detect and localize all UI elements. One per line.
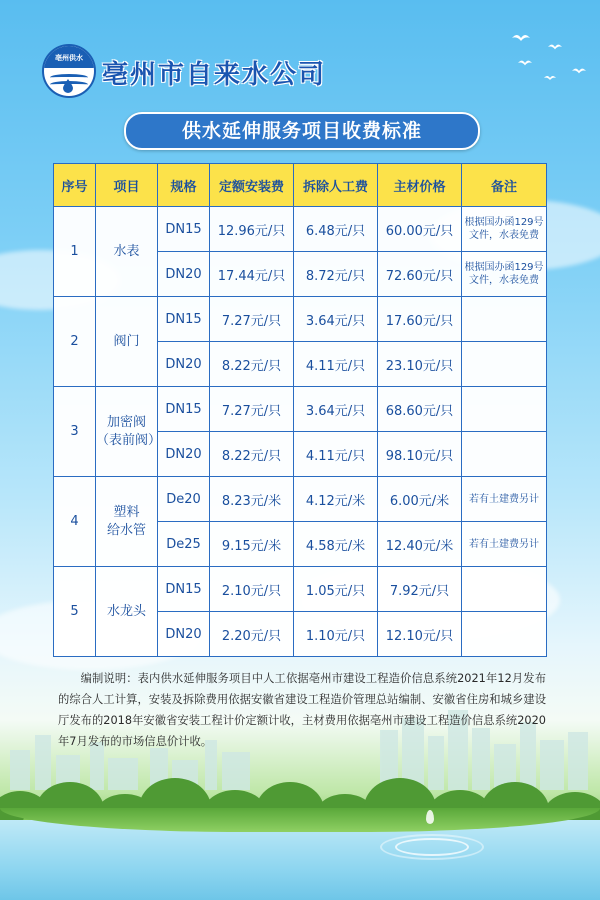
- water-surface: [0, 820, 600, 900]
- table-row: [54, 567, 547, 612]
- row-remark: [462, 342, 547, 387]
- row-install-fee: 17.44元/只: [210, 252, 294, 297]
- row-item-line1: 塑料: [113, 504, 140, 520]
- table-row: [54, 477, 547, 522]
- header-spec: 规格: [158, 164, 210, 207]
- fee-table: [53, 163, 547, 657]
- row-item-line2: （表前阀）: [96, 432, 162, 448]
- row-remark: 若有土建费另计: [462, 522, 547, 567]
- row-spec: De20: [158, 477, 210, 522]
- row-no: 1: [54, 207, 96, 297]
- row-removal-fee: 4.11元/只: [294, 342, 378, 387]
- row-spec: DN15: [158, 207, 210, 252]
- row-material-price: 23.10元/只: [378, 342, 462, 387]
- water-drop-icon: [426, 810, 434, 824]
- row-remark: 根据国办函129号文件，水表免费: [462, 252, 547, 297]
- header-remark: 备注: [462, 164, 547, 207]
- row-item-line1: 加密阀: [106, 414, 146, 430]
- row-no: 3: [54, 387, 96, 477]
- company-logo: [42, 44, 96, 98]
- row-removal-fee: 4.12元/米: [294, 477, 378, 522]
- row-install-fee: 2.10元/只: [210, 567, 294, 612]
- row-spec: De25: [158, 522, 210, 567]
- row-item: 水表: [96, 207, 158, 297]
- row-install-fee: 7.27元/只: [210, 297, 294, 342]
- row-install-fee: 7.27元/只: [210, 387, 294, 432]
- row-spec: DN20: [158, 342, 210, 387]
- row-material-price: 6.00元/米: [378, 477, 462, 522]
- header-no: 序号: [54, 164, 96, 207]
- row-removal-fee: 8.72元/只: [294, 252, 378, 297]
- bird-icon: [548, 42, 562, 52]
- row-removal-fee: 4.11元/只: [294, 432, 378, 477]
- logo-text: 亳州供水: [44, 46, 94, 68]
- row-material-price: 7.92元/只: [378, 567, 462, 612]
- header-install-fee: 定额安装费: [210, 164, 294, 207]
- row-spec: DN20: [158, 432, 210, 477]
- row-item: [96, 477, 158, 567]
- row-spec: DN15: [158, 297, 210, 342]
- row-item: [96, 387, 162, 477]
- bird-icon: [572, 66, 586, 76]
- row-install-fee: 12.96元/只: [210, 207, 294, 252]
- row-removal-fee: 1.10元/只: [294, 612, 378, 657]
- company-name: 亳州市自来水公司: [102, 60, 327, 90]
- row-no: 4: [54, 477, 96, 567]
- row-install-fee: 2.20元/只: [210, 612, 294, 657]
- page-title: 供水延伸服务项目收费标准: [124, 112, 480, 150]
- row-remark: [462, 432, 547, 477]
- header-material-price: 主材价格: [378, 164, 462, 207]
- row-removal-fee: 3.64元/只: [294, 387, 378, 432]
- row-no: 2: [54, 297, 96, 387]
- row-spec: DN15: [158, 567, 210, 612]
- row-material-price: 12.10元/只: [378, 612, 462, 657]
- row-removal-fee: 1.05元/只: [294, 567, 378, 612]
- table-row: [54, 207, 547, 252]
- compilation-note: 编制说明：表内供水延伸服务项目中人工依据亳州市建设工程造价信息系统2021年12月发布的综合人工计算，安装及拆除费用依据安徽省建设工程造价管理总站编制、安徽省住房和城乡建设厅发布的2018年安徽省安装工程计价定额计收，主材费用依据亳州市建设工程造价信息系统2020年7月发布的市场信息价计收。: [58, 672, 546, 748]
- row-remark: 若有土建费另计: [462, 477, 547, 522]
- row-spec: DN15: [158, 387, 210, 432]
- row-removal-fee: 6.48元/只: [294, 207, 378, 252]
- row-remark: [462, 387, 547, 432]
- row-material-price: 68.60元/只: [378, 387, 462, 432]
- bird-icon: [544, 74, 556, 82]
- row-spec: DN20: [158, 252, 210, 297]
- row-item-line2: 给水管: [106, 522, 146, 538]
- row-item: 阀门: [96, 297, 158, 387]
- row-material-price: 98.10元/只: [378, 432, 462, 477]
- table-header-row: [54, 164, 547, 207]
- table-row: [54, 387, 547, 432]
- table-row: [54, 297, 547, 342]
- row-removal-fee: 4.58元/米: [294, 522, 378, 567]
- row-removal-fee: 3.64元/只: [294, 297, 378, 342]
- row-remark: 根据国办函129号文件，水表免费: [462, 207, 547, 252]
- row-install-fee: 9.15元/米: [210, 522, 294, 567]
- row-material-price: 72.60元/只: [378, 252, 462, 297]
- row-install-fee: 8.23元/米: [210, 477, 294, 522]
- row-install-fee: 8.22元/只: [210, 342, 294, 387]
- bird-icon: [518, 58, 532, 68]
- row-item: 水龙头: [96, 567, 158, 657]
- row-remark: [462, 567, 547, 612]
- header-removal-fee: 拆除人工费: [294, 164, 378, 207]
- row-material-price: 60.00元/只: [378, 207, 462, 252]
- row-remark: [462, 612, 547, 657]
- row-material-price: 17.60元/只: [378, 297, 462, 342]
- row-spec: DN20: [158, 612, 210, 657]
- row-remark: [462, 297, 547, 342]
- row-no: 5: [54, 567, 96, 657]
- ripple: [395, 838, 469, 856]
- row-material-price: 12.40元/米: [378, 522, 462, 567]
- header-item: 项目: [96, 164, 158, 207]
- row-install-fee: 8.22元/只: [210, 432, 294, 477]
- bird-icon: [512, 32, 530, 44]
- water-drop-icon: [63, 79, 73, 93]
